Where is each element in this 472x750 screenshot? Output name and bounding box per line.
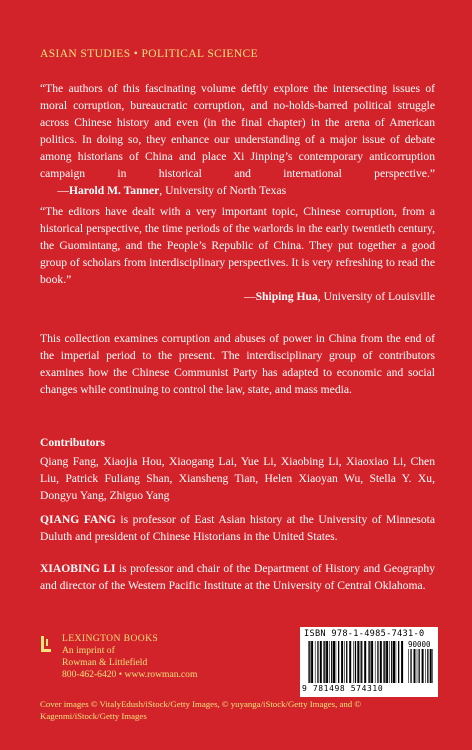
barcode-addon-number: 90000 xyxy=(408,640,431,649)
isbn-label: ISBN 978-1-4985-7431-0 xyxy=(304,629,425,639)
quote-1-author: Harold M. Tanner xyxy=(68,184,160,197)
quote-2-dash: — xyxy=(243,290,256,303)
publisher-parent: Rowman & Littlefield xyxy=(62,657,148,668)
barcode-icon xyxy=(308,641,404,683)
quote-1-affiliation: , University of North Texas xyxy=(159,184,287,197)
quote-2-attribution xyxy=(40,288,435,305)
review-quote-1 xyxy=(40,80,435,199)
editor-bio-1 xyxy=(40,511,435,545)
barcode-addon-icon xyxy=(408,649,434,683)
quote-2-text: “The editors have dealt with a very important topic, Chinese corruption, from a historical perspective, the time periods of the warlords in the early twentieth century, the Guomintang, and the People’s Republic of China. They put together a good group of scholars from interdisciplinary perspectives. It is very refreshing to read the book.” xyxy=(40,205,435,286)
editor-2-name: XIAOBING LI xyxy=(40,562,116,575)
contributors-heading: Contributors xyxy=(40,436,106,449)
book-description: This collection examines corruption and abuses of power in China from the end of the imperial period to the present. The interdisciplinary group of contributors examines how the Chinese Communist Party has adapted to economic and social changes while continuing to control the law, state, and mass media. xyxy=(40,332,435,396)
publisher-imprint: An imprint of xyxy=(62,645,115,656)
cover-image-credits: Cover images © VitalyEdush/iStock/Getty Images, © yuyanga/iStock/Getty Images, and © Kagenmi/iStock/Getty Images xyxy=(40,699,362,721)
editor-1-text: is professor of East Asian history at the University of Minnesota Duluth and president of Chinese Historians in the United States. xyxy=(40,513,435,543)
quote-2-author: Shiping Hua xyxy=(255,290,318,303)
publisher-name: LEXINGTON BOOKS xyxy=(62,633,159,644)
publisher-contact: 800-462-6420 • www.rowman.com xyxy=(62,669,198,680)
lexington-logo-icon xyxy=(40,635,52,653)
editor-2-text: is professor and chair of the Department of History and Geography and director of the Western Pacific Institute at the University of Central Oklahoma. xyxy=(40,562,435,592)
contributors-list: Qiang Fang, Xiaojia Hou, Xiaogang Lai, Yue Li, Xiaobing Li, Xiaoxiao Li, Chen Liu, Patrick Fuliang Shan, Xiansheng Tian, Helen Xiaoyan Wu, Stella Y. Xu, Dongyu Yang, Zhiguo Yang xyxy=(40,455,435,502)
quote-1-dash: — xyxy=(57,184,69,197)
barcode-ean-number: 9 781498 574310 xyxy=(302,684,384,693)
quote-1-text: “The authors of this fascinating volume deftly explore the intersecting issues of moral corruption, bureaucratic corruption, and no-holds-barred political struggle across Chinese history and even (in the final chapter) in the arena of American politics. In doing so, they enhance our understanding of a major issue of debate among historians of China and place Xi Jinping’s contemporary anticorruption campaign in historical and international perspective.” xyxy=(40,82,435,180)
quote-2-affiliation: , University of Louisville xyxy=(317,290,435,303)
review-quote-2 xyxy=(40,203,435,305)
publisher-text xyxy=(62,633,197,681)
barcode-block xyxy=(300,627,438,697)
editor-1-name: QIANG FANG xyxy=(40,513,116,526)
quote-1-attribution xyxy=(40,184,286,197)
category-label: ASIAN STUDIES • POLITICAL SCIENCE xyxy=(40,48,259,60)
editor-bio-2 xyxy=(40,560,435,594)
